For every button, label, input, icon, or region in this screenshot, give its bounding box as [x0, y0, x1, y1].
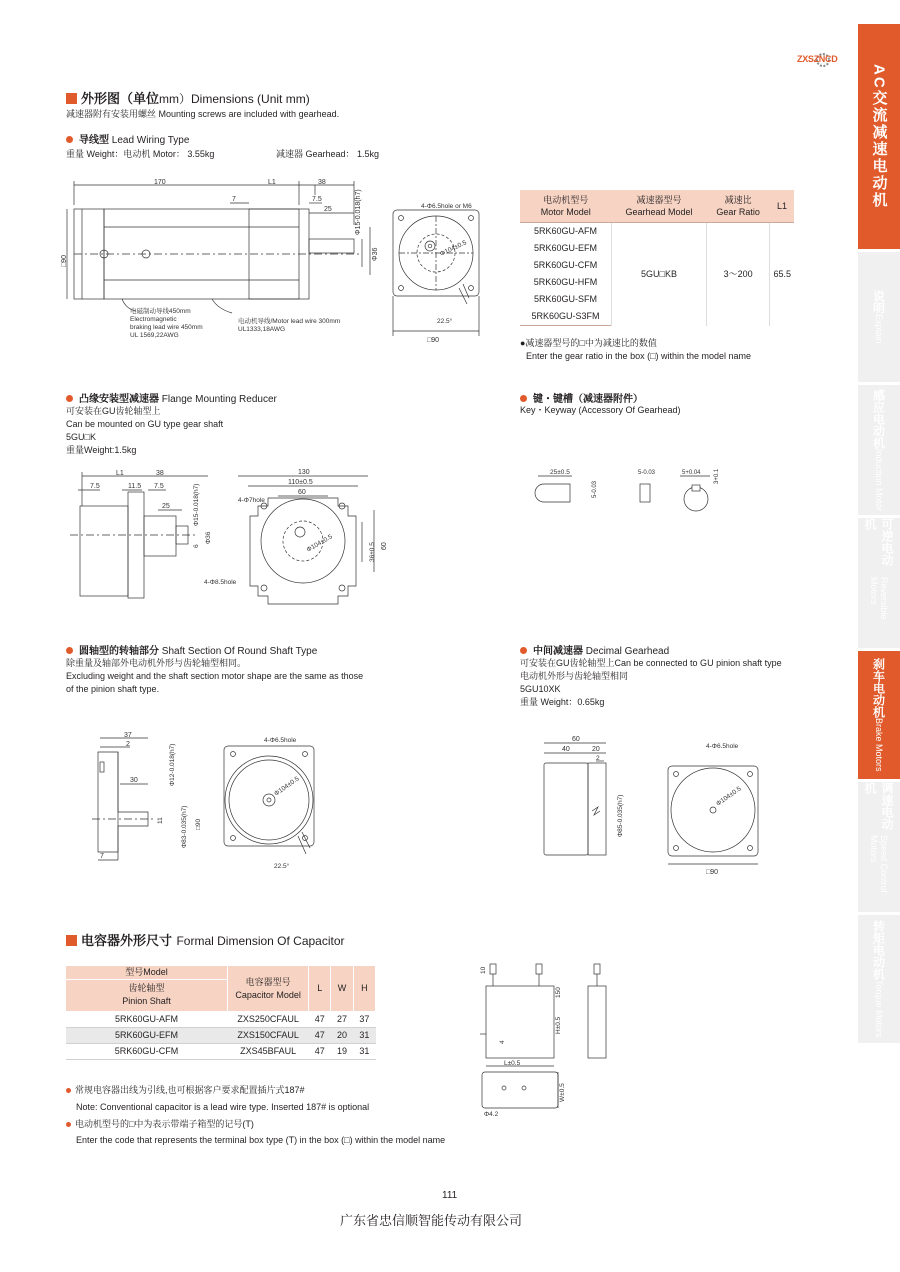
- dim-shaft: Φ12-0.018(h7): [169, 743, 176, 786]
- bullet: [520, 395, 527, 402]
- dim-angle: 22.5°: [437, 318, 453, 325]
- tab-label-en: Brake Motors: [874, 718, 884, 772]
- dim-7-5b: 7.5: [154, 483, 164, 490]
- th-cn: 减速器型号: [636, 195, 682, 205]
- th-en: Pinion Shaft: [122, 996, 171, 1006]
- cap-note-2: Note: Conventional capacitor is a lead wire type. Inserted 187# is optional: [76, 1102, 370, 1112]
- dim-2: 2: [596, 755, 600, 762]
- key-title: [520, 390, 643, 405]
- dim-25: 25: [162, 503, 170, 510]
- title-cn: 圆轴型的转轴部分: [79, 646, 159, 657]
- dim-4-2: Φ4.2: [484, 1111, 499, 1118]
- round-shaft-side-drawing: [90, 730, 210, 868]
- weight-motor: 重量 Weight：电动机 Motor： 3.55kg: [66, 149, 215, 159]
- dim-L1: L1: [268, 179, 276, 186]
- th-en: Gear Ratio: [716, 207, 760, 217]
- dim-11-5: 11.5: [128, 483, 142, 490]
- key-title-en: Key・Keyway (Accessory Of Gearhead): [520, 405, 681, 415]
- title-cn: 键・键槽（减速器附件）: [533, 394, 643, 405]
- capacitor-drawing: [476, 962, 626, 1122]
- tab-explain[interactable]: [858, 252, 900, 382]
- title-en: Shaft Section Of Round Shaft Type: [161, 646, 318, 657]
- dim-90: □90: [61, 254, 68, 267]
- decimal-title: [520, 642, 669, 657]
- bullet: [520, 647, 527, 654]
- cell-model: 5RK60GU-CFM: [533, 260, 598, 270]
- decimal-front-drawing: [664, 740, 776, 876]
- dim-pcd: Φ104±0.5: [305, 533, 334, 554]
- dim-pcd: Φ104±0.5: [715, 785, 743, 808]
- title-cn: 导线型: [79, 135, 109, 146]
- dim-2: 2: [126, 741, 130, 748]
- dim-150: 150: [555, 987, 562, 998]
- th-cn: 齿轮轴型: [128, 983, 165, 993]
- dim-30: 30: [130, 777, 138, 784]
- dim-20: 20: [592, 746, 600, 753]
- dim-L: L±0.5: [504, 1060, 521, 1067]
- weight-gear: 减速器 Gearhead： 1.5kg: [276, 149, 380, 159]
- dim-40: 40: [562, 746, 570, 753]
- title-en: Flange Mounting Reducer: [161, 394, 277, 405]
- flange-line-3: 5GU□K: [66, 432, 96, 442]
- table-row: [66, 1044, 376, 1060]
- th-en: Capacitor Model: [235, 989, 301, 1000]
- bullet: [66, 647, 73, 654]
- dim-36: Φ36: [205, 531, 212, 544]
- dim-7: 7: [100, 853, 104, 860]
- dim-7-5: 7.5: [312, 196, 322, 203]
- dim-pcd: Φ104±0.5: [438, 239, 468, 258]
- bullet: [66, 136, 73, 143]
- title-cn: 凸缘安装型减速器: [79, 394, 159, 405]
- tab-label-en: Explain: [874, 314, 884, 344]
- dimensions-heading: [66, 88, 310, 108]
- tab-label-en: Induction Motor: [874, 448, 884, 512]
- cell-L1: 65.5: [773, 268, 791, 279]
- decimal-side-drawing: [534, 733, 634, 859]
- round-shaft-front-drawing: [218, 732, 328, 874]
- logo-text: ZXSZNCD: [797, 54, 838, 64]
- dim-38: 38: [156, 470, 164, 477]
- dim-key-length: 25±0.5: [550, 469, 570, 476]
- heading-cn: 外形图（单位: [81, 91, 160, 106]
- dim-110: 110±0.5: [288, 479, 313, 486]
- round-line-3: of the pinion shaft type.: [66, 684, 160, 694]
- dim-hole7: 4-Φ7hole: [238, 497, 265, 504]
- tab-label: 刹车电动机: [871, 658, 886, 719]
- table-row: [520, 223, 794, 241]
- brake-lead-4: UL 1569,22AWG: [130, 332, 179, 339]
- lead-wiring-side-drawing: [62, 175, 387, 350]
- decimal-line-4: 重量 Weight：0.65kg: [520, 697, 605, 707]
- cap-note-4: Enter the code that represents the terminal box type (T) in the box (□) within the model name: [76, 1135, 446, 1145]
- th-cn: 电容器型号: [245, 976, 291, 987]
- cell-model: 5RK60GU-AFM: [66, 1012, 228, 1028]
- th-en: Motor Model: [540, 207, 591, 217]
- dim-L1: L1: [116, 470, 124, 477]
- flange-line-4: 重量Weight:1.5kg: [66, 445, 137, 455]
- tab-label-en: Torque Motors: [874, 980, 884, 1038]
- motor-lead-1: 电动机导线/Motor lead wire 300mm: [238, 318, 341, 325]
- dim-key-width: 5-0.03: [638, 470, 656, 476]
- heading-unit: mm: [159, 92, 180, 106]
- round-line-2: Excluding weight and the shaft section motor shape are the same as those: [66, 671, 364, 681]
- cell-model: 5RK60GU-CFM: [66, 1044, 228, 1060]
- dim-7-5a: 7.5: [90, 483, 100, 490]
- page-number: 111: [442, 1190, 458, 1201]
- dim-key-height: 5-0.03: [592, 480, 598, 498]
- model-table: [520, 190, 794, 326]
- dim-90b: □90: [427, 337, 440, 344]
- model-note-en: Enter the gear ratio in the box (□) within the model name: [526, 351, 752, 361]
- dim-90: □90: [706, 869, 719, 876]
- note-text: 常规电容器出线为引线,也可根据客户要求配置插片式187#: [75, 1085, 305, 1095]
- flange-line-2: Can be mounted on GU type gear shaft: [66, 419, 224, 429]
- flange-line-1: 可安装在GU齿轮轴型上: [66, 406, 161, 416]
- dim-90: □90: [195, 818, 202, 830]
- dim-38: 38: [318, 179, 326, 186]
- decimal-line-3: 5GU10XK: [520, 684, 561, 694]
- flange-title: [66, 390, 277, 405]
- brand-logo: [796, 52, 850, 68]
- dim-83: Φ83-0.035(h7): [181, 805, 188, 848]
- dim-hole: 4-Φ6.5hole or M6: [421, 203, 472, 210]
- cell-gearhead: 5GU□KB: [612, 223, 707, 326]
- tab-label: 说明: [871, 290, 886, 315]
- cell-L: 47: [309, 1044, 331, 1060]
- cell-model: 5RK60GU-SFM: [534, 294, 598, 304]
- th-cn: 电动机型号: [543, 195, 589, 205]
- dim-11: 11: [157, 817, 164, 824]
- tab-label: 转矩电动机: [871, 920, 886, 981]
- dim-6: 6: [193, 544, 200, 548]
- lead-wiring-front-drawing: [385, 196, 485, 344]
- cap-note-1: [66, 1084, 305, 1096]
- dim-hole85: 4-Φ8.5hole: [204, 579, 237, 586]
- note-text: 电动机型号的□中为表示带端子箱型的记号(T): [75, 1119, 254, 1129]
- heading-en: ）Dimensions (Unit mm): [179, 92, 310, 106]
- th-W: W: [331, 966, 353, 1012]
- capacitor-table: [65, 965, 376, 1060]
- dim-angle: 22.5°: [274, 863, 290, 870]
- cell-ratio: 3～200: [706, 223, 769, 326]
- dim-60: 60: [298, 489, 306, 496]
- lead-wiring-title: [66, 131, 189, 146]
- table-header-row: [66, 966, 376, 980]
- dim-hole: 4-Φ6.5hole: [706, 743, 739, 750]
- cell-W: 27: [331, 1012, 353, 1028]
- bullet: [66, 1088, 71, 1093]
- dim-pcd: Φ104±0.5: [273, 775, 301, 798]
- dim-shaft: Φ15-0.018(h7): [193, 483, 200, 526]
- dim-25: 25: [324, 206, 332, 213]
- flange-side-drawing: [70, 466, 220, 602]
- tab-label: 可逆电动机: [863, 518, 894, 566]
- tab-label: AC交流减速电动机: [870, 64, 888, 209]
- tab-speed-control[interactable]: [858, 782, 900, 912]
- dim-85: Φ85-0.035(h7): [617, 794, 624, 837]
- mounting-note: 减速器附有安装用螺丝 Mounting screws are included with gearhead.: [66, 109, 340, 119]
- heading-en: Formal Dimension Of Capacitor: [176, 934, 345, 948]
- cell-model: 5RK60GU-AFM: [534, 226, 598, 236]
- th-H: H: [353, 966, 375, 1012]
- round-shaft-title: [66, 642, 317, 657]
- dim-W: W±0.5: [559, 1083, 566, 1102]
- tab-torque[interactable]: [858, 915, 900, 1043]
- dim-keyway-depth: 3+0.1: [714, 468, 720, 484]
- decimal-line-1: 可安装在GU齿轮轴型上Can be connected to GU pinion shaft type: [520, 658, 782, 668]
- th-gearhead-model: [612, 190, 707, 223]
- cell-model: 5RK60GU-EFM: [66, 1028, 228, 1044]
- brake-lead-1: 电磁制动导线450mm: [130, 308, 191, 315]
- heading-cn: 电容器外形尺寸: [81, 933, 173, 948]
- cell-cap: ZXS250CFAUL: [228, 1012, 309, 1028]
- section-marker: [66, 935, 77, 946]
- dim-4: 4: [499, 1040, 506, 1044]
- th-L: L: [309, 966, 331, 1012]
- dim-H: H±0.5: [555, 1016, 562, 1034]
- table-header-row: [520, 190, 794, 223]
- cell-H: 31: [353, 1044, 375, 1060]
- cell-model: 5RK60GU-EFM: [534, 243, 598, 253]
- tab-brake[interactable]: [858, 651, 900, 779]
- tab-reversible[interactable]: [858, 518, 900, 648]
- th-pinion: [66, 980, 228, 1012]
- brake-lead-3: braking lead wire 450mm: [130, 324, 203, 331]
- capacitor-heading: [66, 930, 345, 950]
- th-capacitor: [228, 966, 309, 1012]
- th-gear-ratio: [706, 190, 769, 223]
- motor-lead-2: UL1333,18AWG: [238, 326, 286, 333]
- tab-label-en: Speed Control Motors: [869, 834, 889, 893]
- th-model: 型号Model: [66, 966, 228, 980]
- tab-label-en: Reversible Motors: [869, 576, 889, 620]
- th-en: Gearhead Model: [625, 207, 693, 217]
- cell-model: 5RK60GU-HFM: [533, 277, 598, 287]
- cell-W: 19: [331, 1044, 353, 1060]
- cell-H: 37: [353, 1012, 375, 1028]
- cell-cap: ZXS45BFAUL: [228, 1044, 309, 1060]
- dim-60b: 60: [381, 542, 388, 550]
- dim-keyway-width: 5+0.04: [682, 470, 701, 476]
- th-cn: 减速比: [724, 195, 752, 205]
- company-name: 广东省忠信顺智能传动有限公司: [340, 1213, 523, 1228]
- title-en: Lead Wiring Type: [111, 135, 190, 146]
- bullet: [66, 395, 73, 402]
- dim-7: 7: [232, 196, 236, 203]
- th-L1: [770, 190, 794, 223]
- th-cn: L1: [776, 201, 787, 211]
- dim-10: 10: [480, 966, 487, 974]
- cell-W: 20: [331, 1028, 353, 1044]
- cell-L: 47: [309, 1028, 331, 1044]
- th-motor-model: [520, 190, 612, 223]
- dim-170: 170: [154, 179, 166, 186]
- decimal-line-2: 电动机外形与齿轮轴型相同: [520, 671, 629, 681]
- dim-shaft: Φ15-0.018(h7): [355, 189, 362, 235]
- model-note-cn: ●减速器型号的□中为减速比的数值: [520, 338, 657, 348]
- tab-ac-gear-motor[interactable]: [858, 24, 900, 249]
- table-row: [66, 1012, 376, 1028]
- dim-36b: 36±0.5: [369, 542, 376, 562]
- dim-36: Φ36: [372, 247, 379, 261]
- key-drawing: [534, 462, 734, 526]
- cell-H: 31: [353, 1028, 375, 1044]
- round-line-1: 除重量及轴部外电动机外形与齿轮轴型相同。: [66, 658, 247, 668]
- table-row: [66, 1028, 376, 1044]
- bullet: [66, 1122, 71, 1127]
- section-marker: [66, 93, 77, 104]
- tab-label: 感应电动机: [871, 388, 886, 449]
- tab-induction[interactable]: [858, 385, 900, 515]
- dim-60: 60: [572, 736, 580, 743]
- title-en: Decimal Gearhead: [585, 646, 670, 657]
- tab-label: 调速电动机: [863, 782, 894, 830]
- dim-130: 130: [298, 469, 310, 476]
- cell-cap: ZXS150CFAUL: [228, 1028, 309, 1044]
- cap-note-3: [66, 1118, 254, 1130]
- brake-lead-2: Electromagnetic: [130, 316, 177, 323]
- dim-hole: 4-Φ6.5hole: [264, 737, 297, 744]
- cell-model: 5RK60GU-S3FM: [520, 308, 612, 326]
- cell-L: 47: [309, 1012, 331, 1028]
- title-cn: 中间减速器: [533, 646, 583, 657]
- dim-37: 37: [124, 732, 132, 739]
